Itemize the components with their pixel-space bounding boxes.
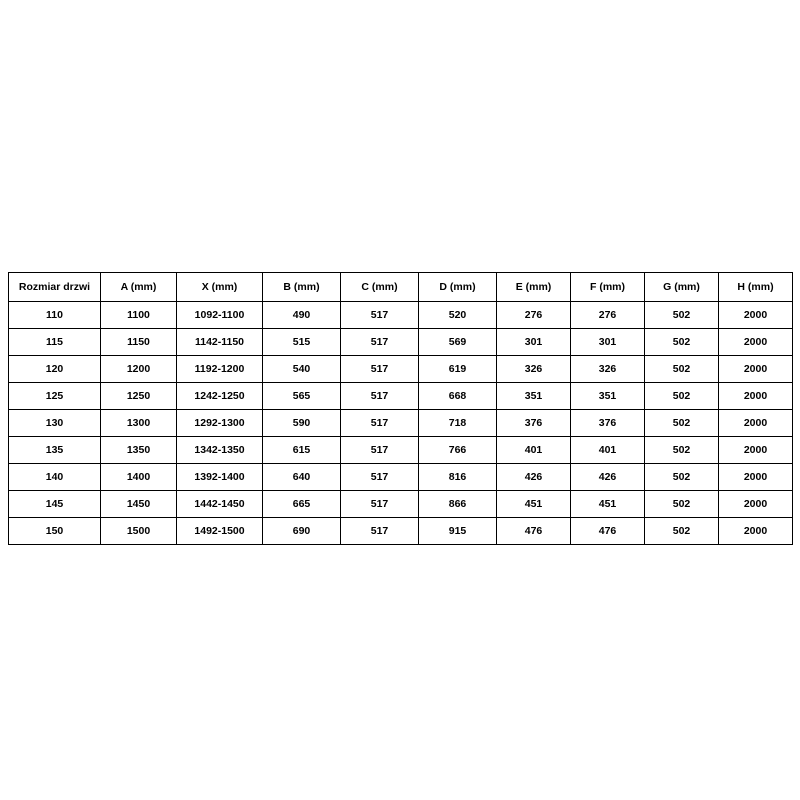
measurement-cell: 517 — [341, 356, 419, 383]
measurement-cell: 476 — [497, 518, 571, 545]
door-size-cell: 150 — [9, 518, 101, 545]
measurement-cell: 376 — [571, 410, 645, 437]
measurement-cell: 517 — [341, 383, 419, 410]
measurement-cell: 668 — [419, 383, 497, 410]
measurement-cell: 351 — [571, 383, 645, 410]
measurement-cell: 502 — [645, 356, 719, 383]
table-row — [9, 329, 793, 356]
door-size-cell: 140 — [9, 464, 101, 491]
column-header: F (mm) — [571, 273, 645, 302]
measurement-cell: 517 — [341, 437, 419, 464]
measurement-cell: 301 — [497, 329, 571, 356]
measurement-cell: 451 — [497, 491, 571, 518]
column-header: X (mm) — [177, 273, 263, 302]
measurement-cell: 502 — [645, 410, 719, 437]
column-header: G (mm) — [645, 273, 719, 302]
table-row — [9, 302, 793, 329]
measurement-cell: 1342-1350 — [177, 437, 263, 464]
measurement-cell: 590 — [263, 410, 341, 437]
door-size-cell: 130 — [9, 410, 101, 437]
measurement-cell: 2000 — [719, 410, 793, 437]
measurement-cell: 1192-1200 — [177, 356, 263, 383]
measurement-cell: 517 — [341, 410, 419, 437]
measurement-cell: 2000 — [719, 329, 793, 356]
measurement-cell: 1100 — [101, 302, 177, 329]
door-size-cell: 125 — [9, 383, 101, 410]
measurement-cell: 502 — [645, 383, 719, 410]
measurement-cell: 517 — [341, 491, 419, 518]
measurement-cell: 1142-1150 — [177, 329, 263, 356]
measurement-cell: 2000 — [719, 437, 793, 464]
door-size-specification-table — [8, 272, 793, 545]
door-size-cell: 120 — [9, 356, 101, 383]
measurement-cell: 565 — [263, 383, 341, 410]
measurement-cell: 1442-1450 — [177, 491, 263, 518]
specification-table-container — [8, 272, 792, 545]
measurement-cell: 619 — [419, 356, 497, 383]
measurement-cell: 569 — [419, 329, 497, 356]
measurement-cell: 615 — [263, 437, 341, 464]
measurement-cell: 517 — [341, 518, 419, 545]
column-header: C (mm) — [341, 273, 419, 302]
measurement-cell: 1492-1500 — [177, 518, 263, 545]
measurement-cell: 2000 — [719, 464, 793, 491]
measurement-cell: 1392-1400 — [177, 464, 263, 491]
measurement-cell: 2000 — [719, 383, 793, 410]
measurement-cell: 502 — [645, 491, 719, 518]
measurement-cell: 866 — [419, 491, 497, 518]
door-size-cell: 135 — [9, 437, 101, 464]
measurement-cell: 1200 — [101, 356, 177, 383]
measurement-cell: 1150 — [101, 329, 177, 356]
measurement-cell: 326 — [571, 356, 645, 383]
measurement-cell: 1242-1250 — [177, 383, 263, 410]
table-row — [9, 518, 793, 545]
table-row — [9, 383, 793, 410]
table-body — [9, 302, 793, 545]
measurement-cell: 502 — [645, 464, 719, 491]
column-header: Rozmiar drzwi — [9, 273, 101, 302]
measurement-cell: 766 — [419, 437, 497, 464]
measurement-cell: 426 — [571, 464, 645, 491]
column-header: H (mm) — [719, 273, 793, 302]
measurement-cell: 276 — [571, 302, 645, 329]
measurement-cell: 640 — [263, 464, 341, 491]
measurement-cell: 276 — [497, 302, 571, 329]
measurement-cell: 665 — [263, 491, 341, 518]
measurement-cell: 2000 — [719, 491, 793, 518]
measurement-cell: 718 — [419, 410, 497, 437]
measurement-cell: 301 — [571, 329, 645, 356]
measurement-cell: 451 — [571, 491, 645, 518]
measurement-cell: 376 — [497, 410, 571, 437]
measurement-cell: 1292-1300 — [177, 410, 263, 437]
measurement-cell: 502 — [645, 329, 719, 356]
measurement-cell: 1450 — [101, 491, 177, 518]
measurement-cell: 401 — [497, 437, 571, 464]
measurement-cell: 915 — [419, 518, 497, 545]
measurement-cell: 502 — [645, 437, 719, 464]
table-row — [9, 491, 793, 518]
measurement-cell: 401 — [571, 437, 645, 464]
measurement-cell: 520 — [419, 302, 497, 329]
measurement-cell: 426 — [497, 464, 571, 491]
measurement-cell: 502 — [645, 302, 719, 329]
door-size-cell: 115 — [9, 329, 101, 356]
column-header: A (mm) — [101, 273, 177, 302]
measurement-cell: 1400 — [101, 464, 177, 491]
measurement-cell: 1350 — [101, 437, 177, 464]
measurement-cell: 515 — [263, 329, 341, 356]
measurement-cell: 1300 — [101, 410, 177, 437]
measurement-cell: 351 — [497, 383, 571, 410]
measurement-cell: 502 — [645, 518, 719, 545]
door-size-cell: 110 — [9, 302, 101, 329]
measurement-cell: 517 — [341, 302, 419, 329]
measurement-cell: 540 — [263, 356, 341, 383]
measurement-cell: 2000 — [719, 302, 793, 329]
measurement-cell: 1092-1100 — [177, 302, 263, 329]
column-header: E (mm) — [497, 273, 571, 302]
measurement-cell: 2000 — [719, 356, 793, 383]
table-row — [9, 356, 793, 383]
measurement-cell: 517 — [341, 464, 419, 491]
table-row — [9, 464, 793, 491]
measurement-cell: 490 — [263, 302, 341, 329]
measurement-cell: 326 — [497, 356, 571, 383]
column-header: B (mm) — [263, 273, 341, 302]
measurement-cell: 1500 — [101, 518, 177, 545]
measurement-cell: 1250 — [101, 383, 177, 410]
column-header: D (mm) — [419, 273, 497, 302]
table-header-row — [9, 273, 793, 302]
table-row — [9, 410, 793, 437]
measurement-cell: 517 — [341, 329, 419, 356]
measurement-cell: 2000 — [719, 518, 793, 545]
measurement-cell: 816 — [419, 464, 497, 491]
table-row — [9, 437, 793, 464]
table-header — [9, 273, 793, 302]
door-size-cell: 145 — [9, 491, 101, 518]
measurement-cell: 690 — [263, 518, 341, 545]
measurement-cell: 476 — [571, 518, 645, 545]
